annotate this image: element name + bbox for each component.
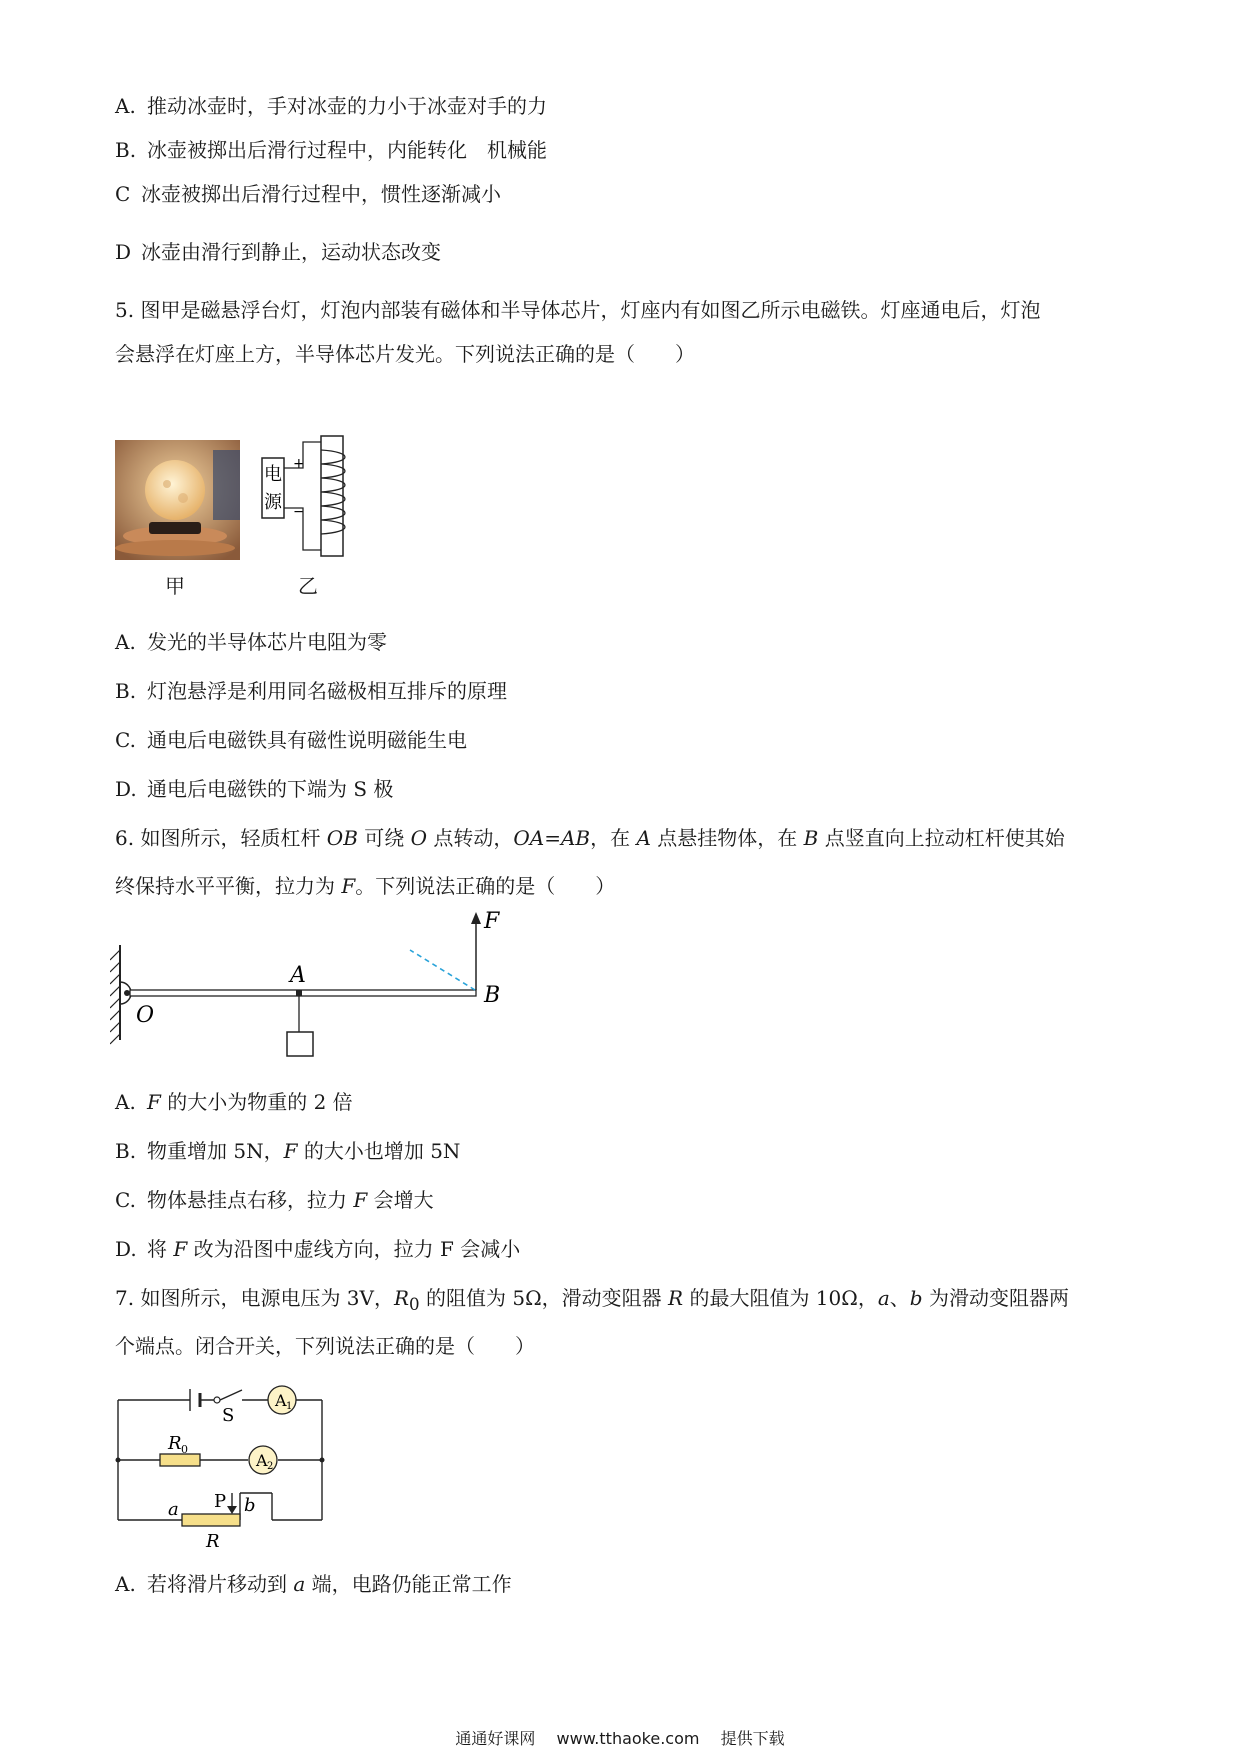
var-b: b [909, 1286, 923, 1310]
stem-text: 终保持水平平衡，拉力为 [115, 874, 342, 898]
q6-option-c [115, 1186, 434, 1214]
option-text: 发光的半导体芯片电阻为零 [147, 630, 387, 654]
stem-text: 可绕 [357, 826, 411, 850]
label-A1: A [275, 1391, 287, 1410]
lever-diagram [110, 910, 510, 1080]
option-label: C [115, 182, 131, 206]
var-A: A [636, 826, 651, 850]
label-A: A [290, 963, 306, 988]
q6-option-d [115, 1235, 520, 1263]
option-text: 将 [147, 1237, 174, 1261]
label-R: R [206, 1531, 220, 1552]
power-label-2: 源 [264, 492, 282, 513]
stem-text: 点转动， [427, 826, 514, 850]
option-text: 物体悬挂点右移，拉力 [147, 1188, 354, 1212]
label-F: F [484, 910, 500, 934]
q5-stem-line1: 5. 图甲是磁悬浮台灯，灯泡内部装有磁体和半导体芯片，灯座内有如图乙所示电磁铁。灯座通电后，灯泡 [115, 298, 1041, 322]
option-text: 端，电路仍能正常工作 [305, 1572, 512, 1596]
option-label: B. [115, 138, 137, 162]
option-text: 通电后电磁铁具有磁性说明磁能生电 [147, 728, 467, 752]
option-text: 冰壶由滑行到静止，运动状态改变 [141, 240, 441, 264]
subscript: 0 [409, 1295, 420, 1314]
page-footer [0, 1726, 1240, 1749]
q6-stem-line1 [115, 824, 1065, 852]
option-text: 的大小也增加 5N [297, 1139, 461, 1163]
stem-text: 7. 如图所示，电源电压为 3V， [115, 1286, 394, 1310]
q4-option-b [115, 136, 547, 164]
q5-option-a [115, 628, 387, 656]
stem-text: ，在 [590, 826, 637, 850]
option-text: 改为沿图中虚线方向，拉力 F 会减小 [187, 1237, 521, 1261]
stem-text: 点竖直向上拉动杠杆使其始 [818, 826, 1065, 850]
q4-option-d [115, 238, 441, 266]
option-text: 通电后电磁铁的下端为 S 极 [147, 777, 394, 801]
q7-stem-line1 [115, 1284, 1069, 1319]
option-text: 物重增加 5N， [147, 1139, 284, 1163]
stem-text: 为滑动变阻器两 [922, 1286, 1069, 1310]
q7-stem-line2: 个端点。闭合开关，下列说法正确的是（ ） [115, 1334, 535, 1358]
footer-url[interactable]: www.tthaoke.com [556, 1729, 700, 1748]
var-F: F [283, 1139, 298, 1163]
option-text: 会增大 [367, 1188, 434, 1212]
levitating-lamp-photo [115, 440, 240, 560]
q5-option-b [115, 677, 507, 705]
stem-text: 的阻值为 5Ω，滑动变阻器 [419, 1286, 669, 1310]
var-O: O [410, 826, 428, 850]
label-S: S [222, 1405, 235, 1426]
circuit-diagram [110, 1375, 350, 1560]
label-A1-sub: 1 [286, 1401, 293, 1412]
option-text: 冰壶被掷出后滑行过程中，惯性逐渐减小 [141, 182, 501, 206]
var-OA-AB: OA=AB [513, 826, 591, 850]
option-text: 的大小为物重的 2 倍 [160, 1090, 353, 1114]
option-label: D. [115, 1237, 137, 1261]
q5-option-c [115, 726, 467, 754]
stem-text: 。下列说法正确的是（ ） [355, 874, 616, 898]
label-b: b [244, 1495, 256, 1516]
var-F: F [173, 1237, 188, 1261]
q6-option-b [115, 1137, 460, 1165]
electromagnet-diagram [255, 432, 365, 562]
stem-text: 点悬挂物体，在 [650, 826, 804, 850]
var-F: F [353, 1188, 368, 1212]
label-B: B [484, 983, 501, 1008]
figure-caption-a: 甲 [165, 574, 185, 598]
option-text: 推动冰壶时，手对冰壶的力小于冰壶对手的力 [147, 94, 547, 118]
q6-stem-line2 [115, 872, 615, 900]
option-label: C. [115, 728, 136, 752]
stem-text: 6. 如图所示，轻质杠杆 [115, 826, 327, 850]
label-O: O [136, 1003, 155, 1028]
option-label: B. [115, 1139, 137, 1163]
label-a: a [168, 1499, 179, 1520]
var-OB: OB [326, 826, 358, 850]
label-A2-sub: 2 [267, 1461, 274, 1472]
plus-sign: + [293, 456, 305, 472]
footer-site-name: 通通好课网 [455, 1729, 536, 1748]
label-A2: A [256, 1451, 268, 1470]
var-a: a [877, 1286, 890, 1310]
var-a: a [293, 1572, 306, 1596]
q5-stem-line2: 会悬浮在灯座上方，半导体芯片发光。下列说法正确的是（ ） [115, 342, 695, 366]
option-label: D [115, 240, 132, 264]
option-label: B. [115, 679, 137, 703]
stem-text: 的最大阻值为 10Ω， [683, 1286, 878, 1310]
option-text: 灯泡悬浮是利用同名磁极相互排斥的原理 [147, 679, 507, 703]
var-B: B [803, 826, 819, 850]
option-text: 若将滑片移动到 [147, 1572, 294, 1596]
var-R0: R [393, 1286, 410, 1310]
stem-text: 、 [889, 1286, 910, 1310]
label-P: P [214, 1491, 227, 1512]
q4-option-c [115, 180, 501, 208]
option-label: A. [115, 94, 136, 118]
option-label: D. [115, 777, 137, 801]
q4-option-a [115, 92, 547, 120]
option-label: A. [115, 630, 136, 654]
minus-sign: − [293, 504, 305, 520]
var-R: R [668, 1286, 684, 1310]
power-label-1: 电 [264, 464, 282, 485]
option-label: A. [115, 1572, 136, 1596]
figure-caption-b: 乙 [298, 574, 318, 598]
label-R0-sub: 0 [181, 1443, 188, 1456]
q5-option-d [115, 775, 393, 803]
option-text: 冰壶被掷出后滑行过程中，内能转化 机械能 [147, 138, 547, 162]
q7-option-a [115, 1570, 512, 1598]
option-label: A. [115, 1090, 136, 1114]
option-label: C. [115, 1188, 136, 1212]
var-F: F [341, 874, 356, 898]
q6-option-a [115, 1088, 353, 1116]
footer-download-text: 提供下载 [720, 1729, 785, 1748]
label-R0: R [168, 1433, 182, 1454]
var-F: F [147, 1090, 161, 1114]
